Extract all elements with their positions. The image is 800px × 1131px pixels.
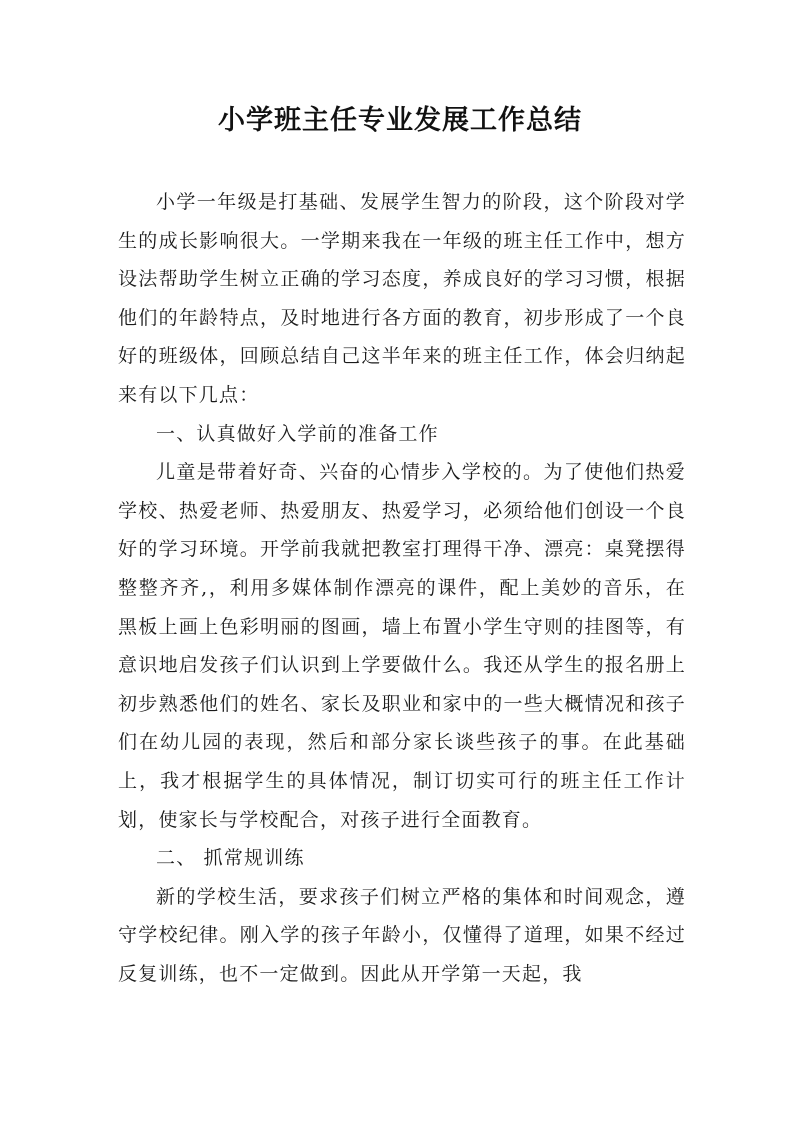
section-1-paragraph: 儿童是带着好奇、兴奋的心情步入学校的。为了使他们热爱学校、热爱老师、热爱朋友、热爱学习，必须给他们创设一个良好的学习环境。开学前我就把教室打理得干净、漂亮：桌凳摆得整整齐齐,，利用多媒体制作漂亮的课件，配上美妙的音乐，在黑板上画上色彩明丽的图画，墙上布置小学生守则的挂图等，有意识地启发孩子们认识到上学要做什么。我还从学生的报名册上初步熟悉他们的姓名、家长及职业和家中的一些大概情况和孩子们在幼儿园的表现，然后和部分家长谈些孩子的事。在此基础上，我才根据学生的具体情况，制订切实可行的班主任工作计划，使家长与学校配合，对孩子进行全面教育。 bbox=[118, 461, 686, 831]
document-body bbox=[118, 183, 686, 993]
section-heading-1: 一、认真做好入学前的准备工作 bbox=[156, 422, 439, 445]
section-heading-2: 二、 抓常规训练 bbox=[156, 847, 305, 870]
intro-paragraph: 小学一年级是打基础、发展学生智力的阶段，这个阶段对学生的成长影响很大。一学期来我在一年级的班主任工作中，想方设法帮助学生树立正确的学习态度，养成良好的学习习惯，根据他们的年龄特点，及时地进行各方面的教育，初步形成了一个良好的班级体，回顾总结自己这半年来的班主任工作，体会归纳起来有以下几点： bbox=[118, 191, 686, 406]
document-title: 小学班主任专业发展工作总结 bbox=[218, 105, 582, 136]
section-2-paragraph: 新的学校生活，要求孩子们树立严格的集体和时间观念，遵守学校纪律。刚入学的孩子年龄小，仅懂得了道理，如果不经过反复训练，也不一定做到。因此从开学第一天起，我 bbox=[118, 885, 686, 985]
